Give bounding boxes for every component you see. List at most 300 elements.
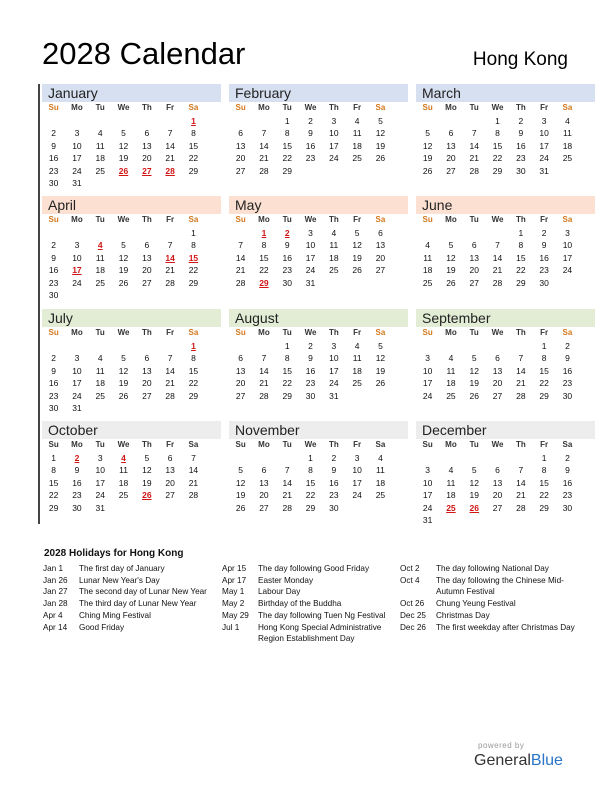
day-cell: 16 <box>562 477 573 488</box>
day-cell: 21 <box>259 378 269 388</box>
holiday-day-cell: 28 <box>165 165 175 176</box>
empty-cell <box>182 502 205 515</box>
empty-cell <box>112 115 135 128</box>
weekday-label: Sa <box>188 440 199 449</box>
day-cell: 18 <box>562 140 573 151</box>
day-cell: 25 <box>95 390 105 401</box>
holiday-date: Jan 1 <box>43 564 64 573</box>
day-cell: 23 <box>539 265 549 275</box>
weekday-label: Fr <box>353 440 362 449</box>
day-cell: 12 <box>118 140 129 151</box>
day-cell: 5 <box>471 465 477 475</box>
holiday-date: Oct 2 <box>400 564 420 573</box>
month-january <box>42 84 221 194</box>
day-cell: 13 <box>235 365 246 376</box>
holiday-day-cell: 1 <box>191 115 196 126</box>
day-cell: 7 <box>261 353 267 363</box>
weekday-label: Mo <box>445 440 457 449</box>
day-cell: 27 <box>492 390 503 401</box>
month-march <box>416 84 595 194</box>
day-cell: 30 <box>72 502 82 513</box>
empty-cell <box>322 165 345 178</box>
day-cell: 11 <box>423 252 433 263</box>
weekday-header-row <box>416 327 595 340</box>
day-cell: 15 <box>188 365 199 376</box>
weekday-label: Th <box>328 328 339 337</box>
week-row <box>416 252 595 265</box>
empty-cell <box>89 340 112 353</box>
day-cell: 11 <box>329 240 339 250</box>
weekday-label: Su <box>235 328 246 337</box>
day-cell: 10 <box>329 353 339 363</box>
empty-cell <box>252 115 275 128</box>
holiday-date: Apr 17 <box>222 575 247 585</box>
week-row <box>42 165 221 178</box>
weekday-label: Sa <box>375 103 386 112</box>
day-cell: 9 <box>331 465 337 475</box>
month-november <box>229 421 408 531</box>
day-cell: 13 <box>142 252 152 263</box>
week-row <box>229 239 408 252</box>
holiday-day-cell: 26 <box>118 165 129 176</box>
week-row <box>229 477 408 490</box>
month-may <box>229 196 408 306</box>
day-cell: 21 <box>516 490 526 500</box>
weekday-label: Th <box>141 440 152 449</box>
day-cell: 30 <box>282 277 292 288</box>
day-cell: 14 <box>188 465 199 475</box>
day-cell: 18 <box>446 378 456 388</box>
day-cell: 31 <box>422 515 433 525</box>
holiday-item <box>43 586 213 598</box>
empty-cell <box>42 227 65 240</box>
empty-cell <box>439 452 462 465</box>
day-cell: 25 <box>446 390 456 401</box>
day-cell: 20 <box>142 378 152 388</box>
weekday-label: Fr <box>540 440 549 449</box>
holiday-day-cell: 25 <box>446 502 456 513</box>
day-cell: 13 <box>375 240 386 250</box>
day-cell: 21 <box>469 153 479 163</box>
day-cell: 20 <box>375 252 386 263</box>
day-cell: 27 <box>446 165 456 176</box>
weekday-label: Sa <box>375 215 386 224</box>
day-cell: 5 <box>121 353 126 363</box>
empty-cell <box>369 390 392 403</box>
day-cell: 16 <box>329 477 339 488</box>
weekday-label: Mo <box>258 328 270 337</box>
empty-cell <box>182 289 205 302</box>
week-row <box>229 390 408 403</box>
week-row <box>42 464 221 477</box>
day-cell: 23 <box>562 378 573 388</box>
empty-cell <box>416 452 439 465</box>
week-row <box>416 152 595 165</box>
empty-cell <box>135 340 158 353</box>
day-cell: 5 <box>121 128 126 138</box>
holiday-name: Lunar New Year's Day <box>79 575 160 585</box>
weekday-label: Th <box>328 215 339 224</box>
weekday-label: Su <box>422 103 433 112</box>
day-cell: 19 <box>142 477 152 488</box>
empty-cell <box>252 340 275 353</box>
weekday-label: Mo <box>445 103 457 112</box>
day-cell: 18 <box>446 490 456 500</box>
empty-cell <box>229 227 252 240</box>
day-cell: 31 <box>329 390 339 401</box>
holiday-day-cell: 2 <box>74 452 80 463</box>
day-cell: 29 <box>282 390 292 401</box>
day-cell: 6 <box>144 353 150 363</box>
day-cell: 9 <box>565 465 570 475</box>
day-cell: 17 <box>422 490 433 500</box>
week-row <box>229 115 408 128</box>
weekday-label: Fr <box>353 215 362 224</box>
day-cell: 26 <box>375 378 386 388</box>
weekday-header-row <box>229 327 408 340</box>
day-cell: 6 <box>238 353 244 363</box>
day-cell: 8 <box>191 240 196 250</box>
holiday-date: May 2 <box>222 599 245 609</box>
holiday-name: Birthday of the Buddha <box>258 599 342 609</box>
weekday-label: Sa <box>375 328 386 337</box>
weekday-label: Su <box>48 103 59 112</box>
day-cell: 25 <box>375 490 386 500</box>
day-cell: 13 <box>235 140 246 151</box>
weekday-label: Tu <box>282 328 292 337</box>
day-cell: 7 <box>167 353 173 363</box>
empty-cell <box>158 402 181 415</box>
day-cell: 4 <box>378 452 383 463</box>
weekday-label: Sa <box>562 440 573 449</box>
holidays-title: 2028 Holidays for Hong Kong <box>44 548 184 559</box>
holiday-item <box>400 563 575 575</box>
day-cell: 22 <box>282 378 292 388</box>
month-name: February <box>229 84 408 102</box>
empty-cell <box>416 340 439 353</box>
day-cell: 21 <box>235 265 246 275</box>
day-cell: 12 <box>469 477 479 488</box>
holiday-item <box>43 598 213 610</box>
day-cell: 25 <box>118 490 129 500</box>
day-cell: 19 <box>469 378 479 388</box>
day-cell: 9 <box>284 240 290 250</box>
day-cell: 12 <box>142 465 152 475</box>
day-cell: 19 <box>352 252 362 263</box>
weekday-label: Fr <box>540 103 549 112</box>
holiday-day-cell: 2 <box>284 227 290 238</box>
empty-cell <box>89 177 112 190</box>
day-cell: 18 <box>95 378 105 388</box>
month-name: December <box>416 421 595 439</box>
week-row <box>416 489 595 502</box>
holiday-name: Easter Monday <box>258 575 314 585</box>
day-cell: 29 <box>188 277 199 288</box>
day-cell: 9 <box>308 128 313 138</box>
day-cell: 16 <box>282 252 292 263</box>
weekday-label: Tu <box>95 103 105 112</box>
week-row <box>416 277 595 290</box>
day-cell: 25 <box>352 153 362 163</box>
day-cell: 26 <box>235 502 246 513</box>
empty-cell <box>158 340 181 353</box>
day-cell: 7 <box>471 128 477 138</box>
day-cell: 4 <box>354 115 360 126</box>
day-cell: 1 <box>284 340 290 351</box>
day-cell: 23 <box>72 490 82 500</box>
holiday-date: Jan 26 <box>43 575 68 585</box>
weekday-label: Tu <box>282 215 292 224</box>
weekday-label: Su <box>48 328 59 337</box>
day-cell: 13 <box>142 365 152 376</box>
day-cell: 7 <box>518 465 524 475</box>
brand-general: General <box>474 752 531 769</box>
weekday-label: Tu <box>95 328 105 337</box>
weekday-label: Mo <box>71 215 83 224</box>
weekday-label: Th <box>141 103 152 112</box>
day-cell: 18 <box>375 477 386 488</box>
weekday-label: Su <box>235 440 246 449</box>
brand-logo[interactable] <box>474 752 563 770</box>
day-cell: 24 <box>72 390 82 401</box>
day-cell: 5 <box>121 240 126 250</box>
empty-cell <box>416 115 439 128</box>
day-cell: 11 <box>352 353 362 363</box>
empty-cell <box>112 289 135 302</box>
empty-cell <box>135 227 158 240</box>
empty-cell <box>416 227 439 240</box>
calendar-grid <box>38 84 576 524</box>
holiday-date: Jan 28 <box>43 599 68 609</box>
empty-cell <box>556 165 579 178</box>
country-name: Hong Kong <box>472 49 568 70</box>
day-cell: 13 <box>492 477 503 488</box>
day-cell: 5 <box>378 115 383 126</box>
day-cell: 25 <box>95 277 105 288</box>
holiday-day-cell: 26 <box>142 490 152 500</box>
month-name: April <box>42 196 221 214</box>
weekday-label: Su <box>48 440 59 449</box>
empty-cell <box>89 402 112 415</box>
empty-cell <box>509 514 532 527</box>
weekday-label: We <box>491 440 504 449</box>
day-cell: 8 <box>518 240 524 250</box>
day-cell: 20 <box>492 378 503 388</box>
day-cell: 21 <box>165 153 175 163</box>
holiday-column <box>222 563 392 645</box>
weekday-label: Su <box>48 215 59 224</box>
day-cell: 3 <box>354 452 360 463</box>
day-cell: 6 <box>471 240 477 250</box>
day-cell: 4 <box>448 465 454 475</box>
day-cell: 14 <box>165 365 175 376</box>
week-row <box>229 340 408 353</box>
day-cell: 8 <box>308 465 313 475</box>
holiday-item <box>222 575 392 587</box>
day-cell: 26 <box>422 165 433 176</box>
weekday-label: We <box>117 440 130 449</box>
holiday-name: The day following National Day <box>436 564 549 573</box>
weekday-header-row <box>416 214 595 227</box>
empty-cell <box>229 340 252 353</box>
holiday-day-cell: 27 <box>142 165 152 176</box>
holiday-date: Apr 14 <box>43 622 68 632</box>
day-cell: 30 <box>516 165 526 176</box>
day-cell: 19 <box>422 153 433 163</box>
weekday-label: Th <box>515 440 526 449</box>
weekday-label: Su <box>422 215 433 224</box>
day-cell: 11 <box>95 252 105 263</box>
holiday-item <box>400 598 575 610</box>
day-cell: 20 <box>165 477 175 488</box>
empty-cell <box>89 289 112 302</box>
empty-cell <box>532 514 555 527</box>
weekday-label: Th <box>328 440 339 449</box>
day-cell: 25 <box>329 265 339 275</box>
day-cell: 1 <box>308 452 313 463</box>
day-cell: 26 <box>469 390 479 401</box>
day-cell: 14 <box>469 140 479 151</box>
week-row <box>229 252 408 265</box>
week-row <box>42 140 221 153</box>
day-cell: 3 <box>97 452 103 463</box>
day-cell: 27 <box>492 502 503 513</box>
holiday-day-cell: 4 <box>97 240 103 250</box>
weekday-label: Th <box>141 328 152 337</box>
day-cell: 29 <box>188 165 199 176</box>
day-cell: 22 <box>305 490 316 500</box>
empty-cell <box>486 227 509 240</box>
day-cell: 15 <box>48 477 59 488</box>
day-cell: 31 <box>72 178 82 188</box>
day-cell: 14 <box>516 365 526 376</box>
week-row <box>416 227 595 240</box>
day-cell: 24 <box>539 153 549 163</box>
weekday-label: Fr <box>540 215 549 224</box>
day-cell: 4 <box>565 115 570 126</box>
day-cell: 12 <box>469 365 479 376</box>
day-cell: 26 <box>446 277 456 288</box>
day-cell: 2 <box>541 227 547 238</box>
week-row <box>229 264 408 277</box>
week-row <box>42 177 221 190</box>
holiday-item <box>222 598 392 610</box>
week-row <box>416 377 595 390</box>
week-row <box>229 227 408 240</box>
day-cell: 2 <box>518 115 524 126</box>
empty-cell <box>369 502 392 515</box>
weekday-label: Sa <box>188 103 199 112</box>
weekday-label: Tu <box>95 215 105 224</box>
weekday-label: Th <box>515 328 526 337</box>
day-cell: 22 <box>259 265 269 275</box>
month-name: June <box>416 196 595 214</box>
day-cell: 14 <box>235 252 246 263</box>
weekday-label: Tu <box>469 103 479 112</box>
day-cell: 29 <box>282 165 292 176</box>
day-cell: 25 <box>422 277 433 288</box>
day-cell: 1 <box>518 227 524 238</box>
empty-cell <box>369 165 392 178</box>
month-july <box>42 309 221 419</box>
day-cell: 27 <box>469 277 479 288</box>
day-cell: 22 <box>516 265 526 275</box>
day-cell: 17 <box>72 153 82 163</box>
weekday-label: Fr <box>166 328 175 337</box>
empty-cell <box>486 514 509 527</box>
day-cell: 13 <box>259 477 269 488</box>
day-cell: 9 <box>51 365 57 376</box>
month-december <box>416 421 595 531</box>
holiday-day-cell: 26 <box>469 502 479 513</box>
day-cell: 21 <box>282 490 292 500</box>
weekday-label: Tu <box>469 328 479 337</box>
empty-cell <box>252 452 275 465</box>
day-cell: 19 <box>375 140 386 151</box>
weekday-label: We <box>304 440 317 449</box>
day-cell: 7 <box>238 240 244 250</box>
holiday-item <box>43 622 213 634</box>
week-row <box>42 402 221 415</box>
weekday-label: We <box>491 328 504 337</box>
day-cell: 15 <box>305 477 316 488</box>
day-cell: 23 <box>48 277 59 288</box>
holiday-name: The first weekday after Christmas Day <box>436 622 575 632</box>
day-cell: 29 <box>539 390 549 401</box>
week-row <box>229 452 408 465</box>
day-cell: 6 <box>167 452 173 463</box>
empty-cell <box>158 177 181 190</box>
day-cell: 28 <box>188 490 199 500</box>
month-february <box>229 84 408 194</box>
day-cell: 18 <box>329 252 339 263</box>
week-row <box>229 365 408 378</box>
month-name: March <box>416 84 595 102</box>
empty-cell <box>112 227 135 240</box>
day-cell: 8 <box>284 128 290 138</box>
holiday-item <box>222 563 392 575</box>
week-row <box>229 140 408 153</box>
holiday-item <box>43 563 213 575</box>
day-cell: 3 <box>74 353 80 363</box>
day-cell: 9 <box>541 240 547 250</box>
weekday-label: We <box>117 215 130 224</box>
weekday-header-row <box>229 102 408 115</box>
day-cell: 27 <box>375 265 386 275</box>
day-cell: 11 <box>376 465 385 475</box>
day-cell: 29 <box>492 165 503 176</box>
weekday-label: Mo <box>258 103 270 112</box>
empty-cell <box>135 502 158 515</box>
weekday-label: Sa <box>562 103 573 112</box>
holiday-date: Oct 4 <box>400 575 420 585</box>
day-cell: 9 <box>518 128 524 138</box>
day-cell: 23 <box>562 490 573 500</box>
day-cell: 12 <box>118 365 129 376</box>
empty-cell <box>439 227 462 240</box>
day-cell: 10 <box>305 240 316 250</box>
holiday-date: Apr 15 <box>222 564 247 573</box>
empty-cell <box>135 177 158 190</box>
weekday-label: Tu <box>469 215 479 224</box>
week-row <box>229 277 408 290</box>
day-cell: 23 <box>305 153 316 163</box>
weekday-label: Mo <box>258 215 270 224</box>
day-cell: 11 <box>446 477 456 488</box>
day-cell: 6 <box>448 128 454 138</box>
weekday-label: Mo <box>71 103 83 112</box>
holiday-item <box>222 610 392 622</box>
